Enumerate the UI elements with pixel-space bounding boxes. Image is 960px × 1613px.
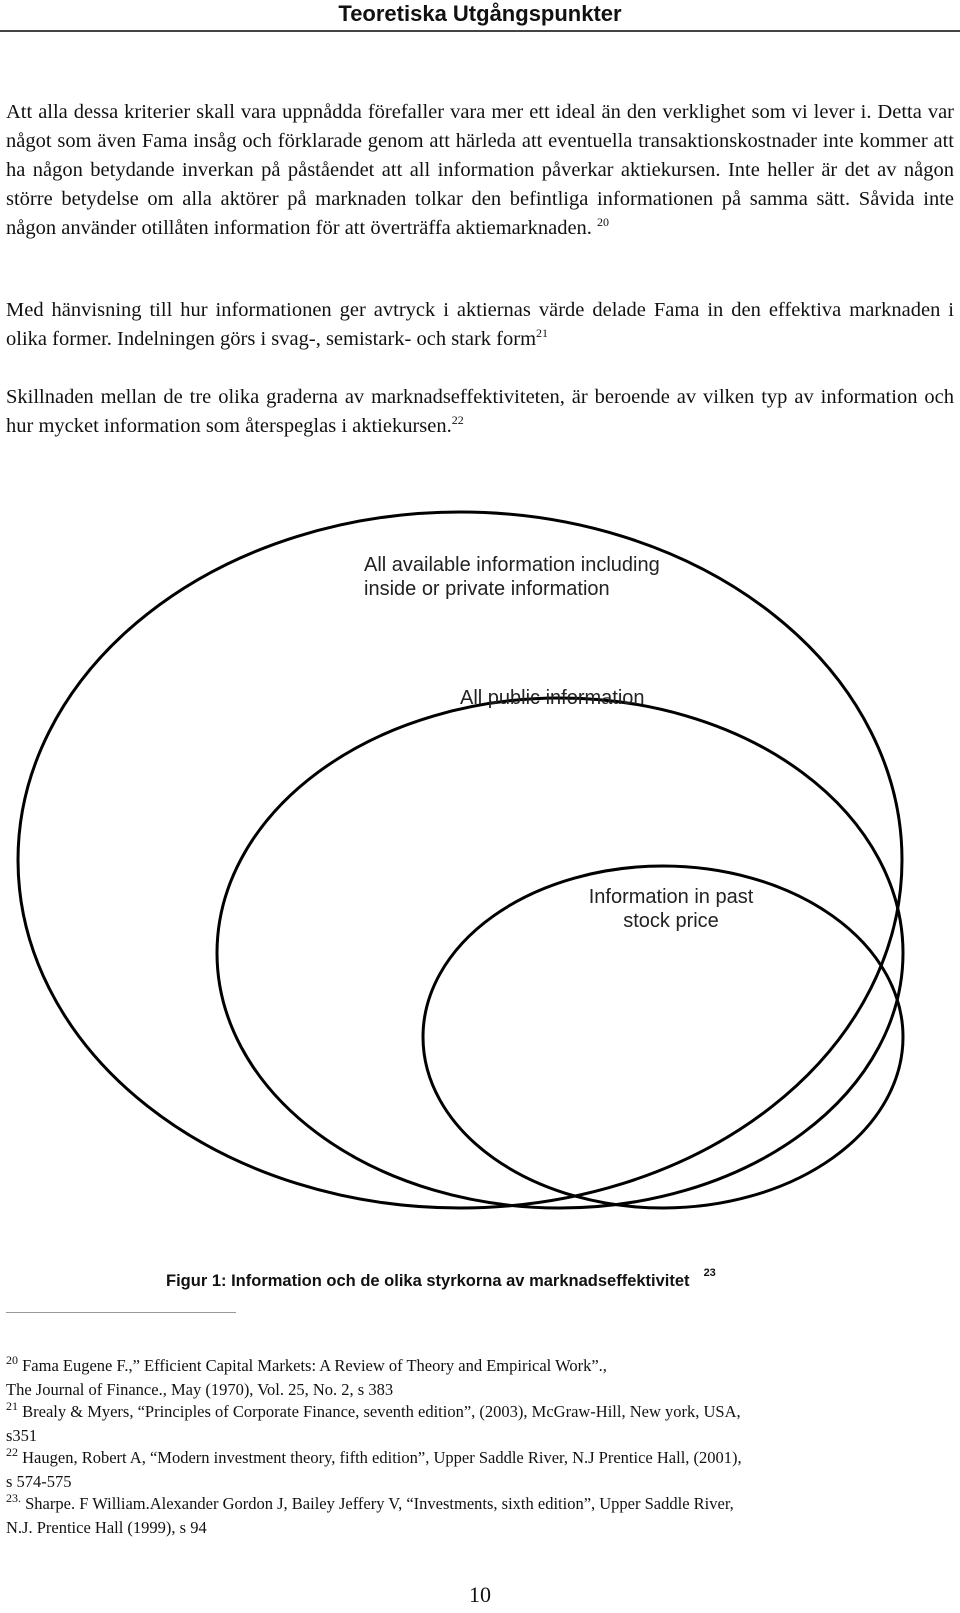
footnote-line: Sharpe. F William.Alexander Gordon J, Bailey Jeffery V, “Investments, sixth edition”, Upper Saddle River, bbox=[25, 1494, 734, 1513]
footnote-line: Haugen, Robert A, “Modern investment theory, fifth edition”, Upper Saddle River, N.J Prentice Hall, (2001), bbox=[22, 1448, 742, 1467]
paragraph-2-text: Med hänvisning till hur informationen ger avtryck i aktiernas värde delade Fama in den effektiva marknaden i olika former. Indelningen görs i svag-, semistark- och stark form bbox=[6, 299, 954, 350]
figure-caption-text: Figur 1: Information och de olika styrkorna av marknadseffektivitet bbox=[166, 1272, 690, 1290]
outer-label-line1: All available information including bbox=[364, 554, 660, 576]
footnote-ref-23[interactable]: 23 bbox=[703, 1267, 716, 1279]
footnote-20 bbox=[6, 1354, 954, 1402]
footnote-number: 22 bbox=[6, 1445, 18, 1459]
figure-caption bbox=[166, 1267, 866, 1291]
footnote-ref-22[interactable]: 22 bbox=[451, 413, 464, 427]
footnote-23 bbox=[6, 1492, 954, 1540]
footnote-number: 20 bbox=[6, 1353, 18, 1367]
nested-circles-diagram bbox=[0, 505, 960, 1225]
page-number: 10 bbox=[469, 1582, 491, 1607]
footnote-ref-20[interactable]: 20 bbox=[597, 215, 610, 229]
footnote-divider bbox=[6, 1312, 236, 1313]
paragraph-3-text: Skillnaden mellan de tre olika graderna av marknadseffektiviteten, är beroende av vilken typ av information och hur mycket information som återspeglas i aktiekursen. bbox=[6, 386, 954, 437]
footnote-21 bbox=[6, 1400, 954, 1448]
paragraph-1-text: Att alla dessa kriterier skall vara uppnådda förefaller vara mer ett ideal än den verklighet som vi lever i. Detta var något som även Fama insåg och förklarade genom att härleda att eventuella transaktionskostnader inte kommer att ha någon betydande inverkan på påståendet att all information påverkar aktiekursen. Inte heller är det av någon större betydelse om alla aktörer på marknaden tolkar den befintliga informationen på samma sätt. Såvida inte någon använder otillåten information för att överträffa aktiemarknaden. bbox=[6, 101, 954, 239]
footnote-line: Fama Eugene F.,” Efficient Capital Markets: A Review of Theory and Empirical Work”., bbox=[22, 1356, 607, 1375]
footnote-line: Brealy & Myers, “Principles of Corporate Finance, seventh edition”, (2003), McGraw-Hill, New york, USA, bbox=[22, 1402, 741, 1421]
middle-circle bbox=[217, 698, 903, 1208]
footnote-number: 21 bbox=[6, 1399, 18, 1413]
footnote-line: s351 bbox=[6, 1426, 38, 1445]
header-divider bbox=[0, 30, 960, 32]
footnote-22 bbox=[6, 1446, 954, 1494]
header-title: Teoretiska Utgångspunkter bbox=[338, 1, 622, 26]
outer-circle bbox=[18, 512, 902, 1208]
paragraph-2 bbox=[6, 296, 954, 354]
footnote-line: N.J. Prentice Hall (1999), s 94 bbox=[6, 1518, 207, 1537]
footnote-number: 23. bbox=[6, 1491, 21, 1505]
outer-label-line2: inside or private information bbox=[364, 578, 610, 600]
paragraph-3 bbox=[6, 383, 954, 441]
market-efficiency-figure bbox=[0, 505, 960, 1225]
inner-label-line1: Information in past bbox=[588, 886, 754, 908]
middle-label: All public information bbox=[460, 687, 645, 709]
inner-label-line2: stock price bbox=[623, 910, 719, 932]
footnote-line: s 574-575 bbox=[6, 1472, 72, 1491]
footnote-ref-21[interactable]: 21 bbox=[536, 326, 549, 340]
paragraph-1 bbox=[6, 98, 954, 243]
page-header bbox=[0, 0, 960, 34]
footnote-line: The Journal of Finance., May (1970), Vol. 25, No. 2, s 383 bbox=[6, 1380, 394, 1399]
